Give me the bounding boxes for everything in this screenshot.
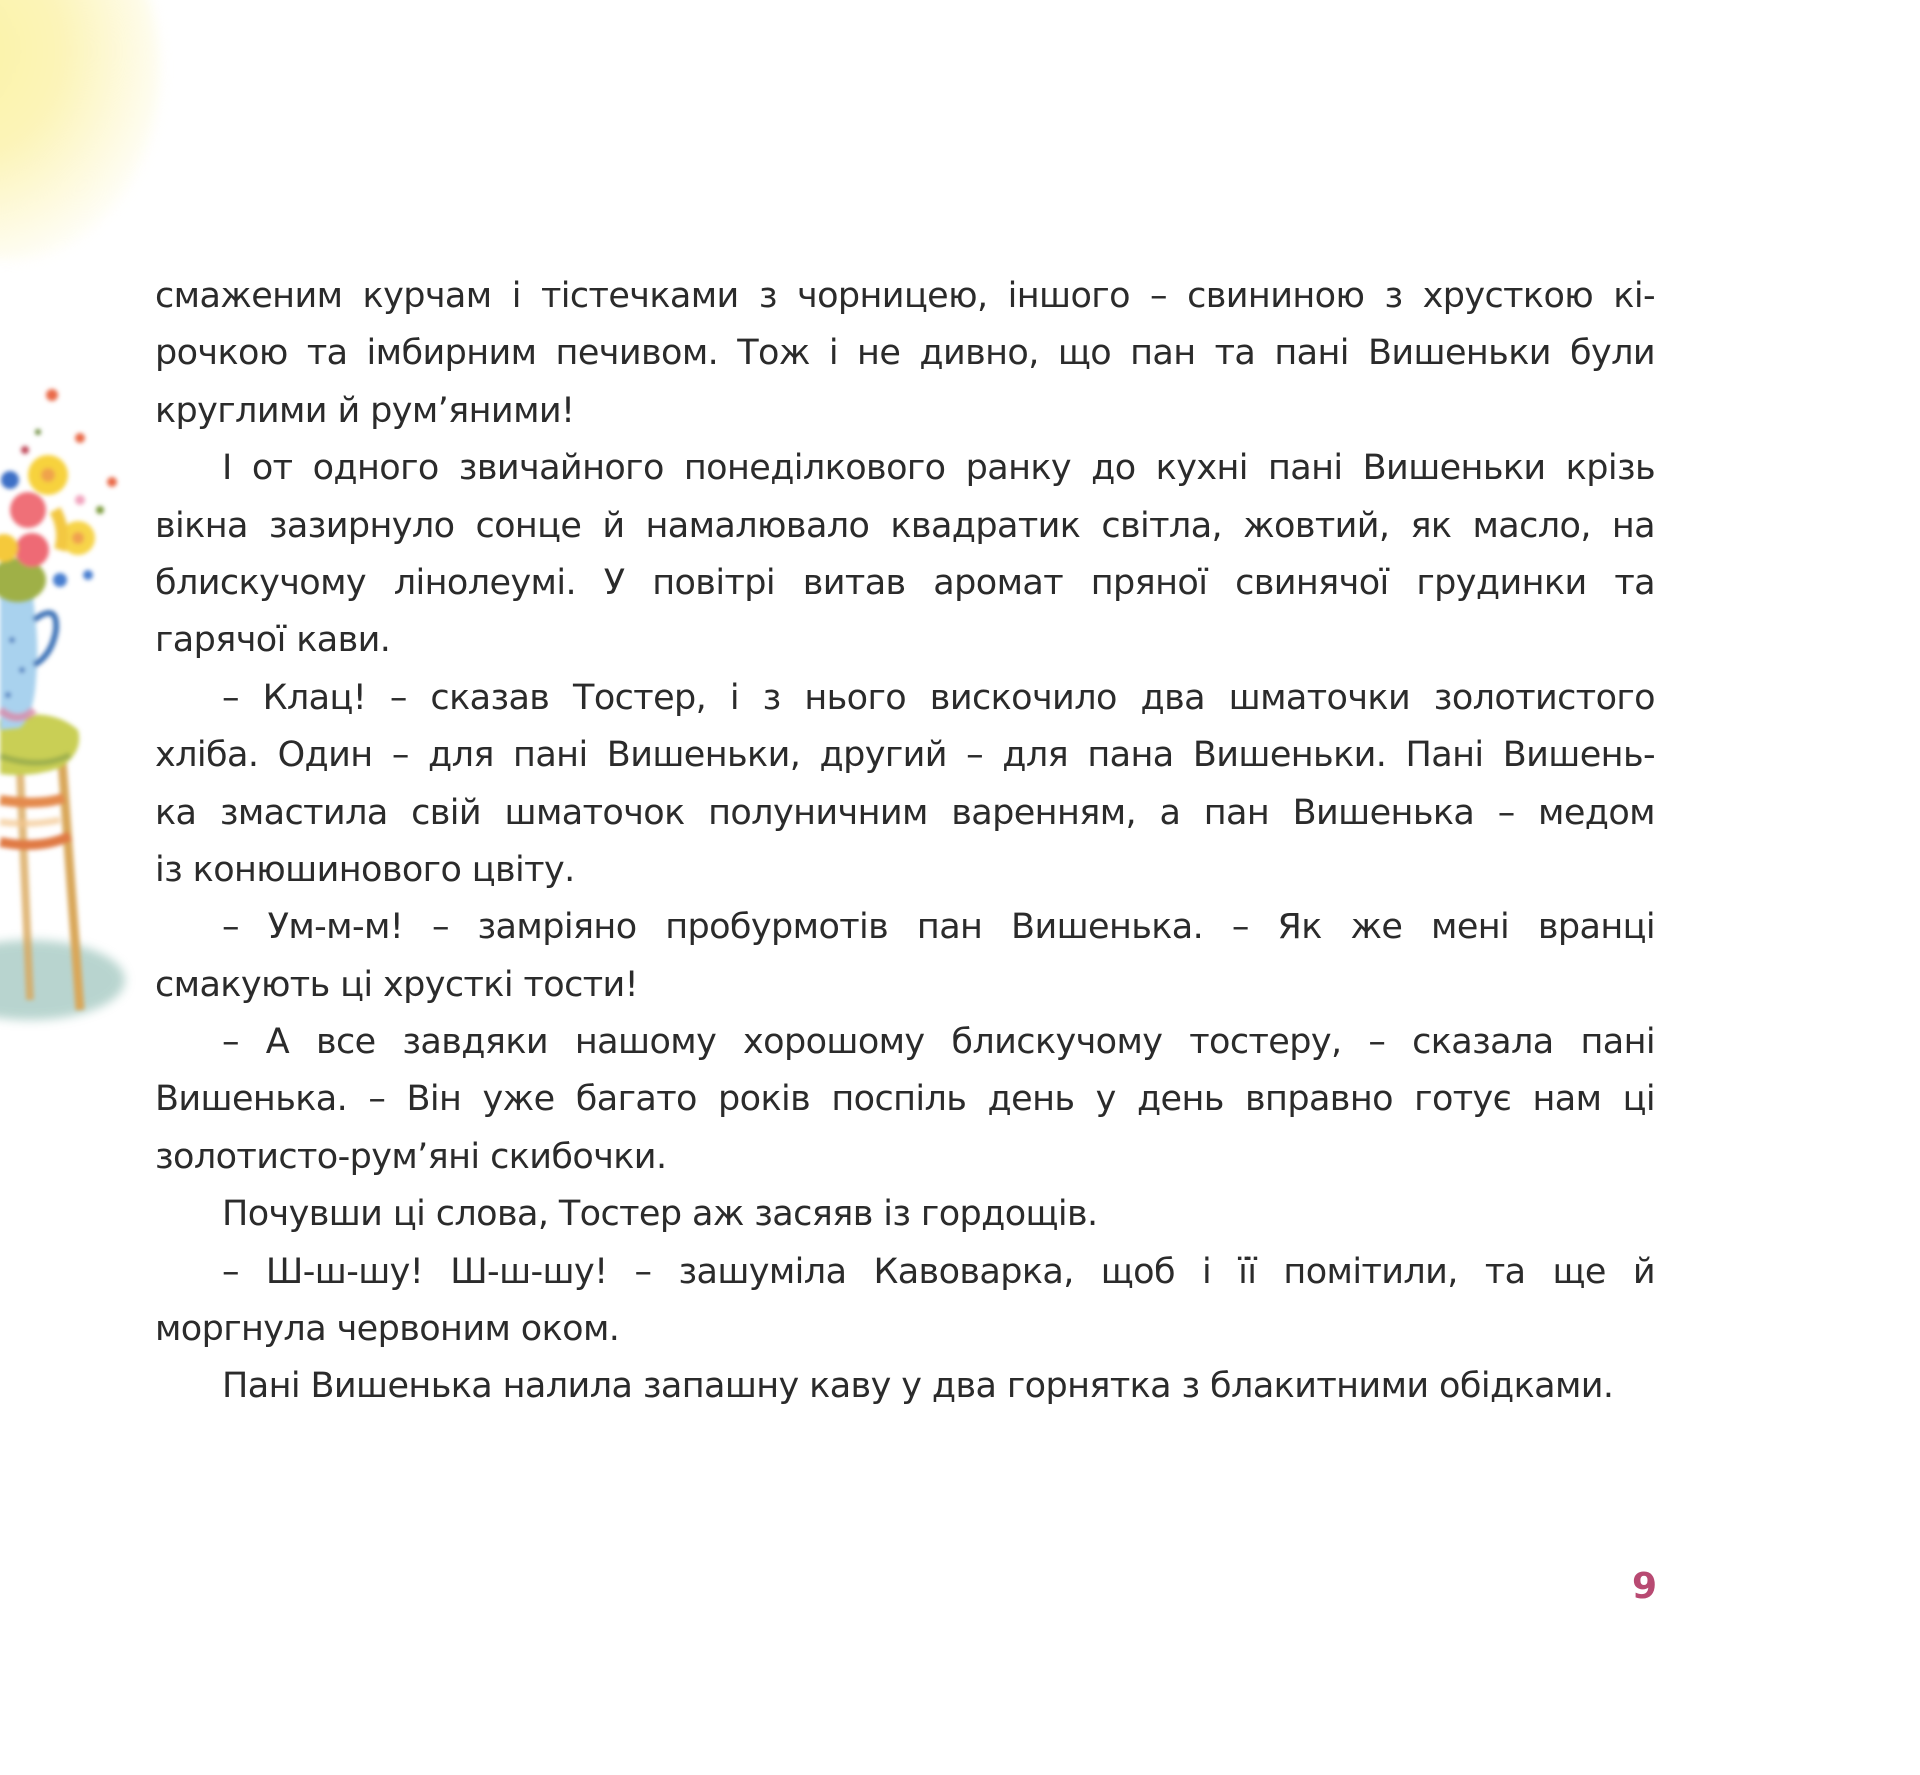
- text-line: золотисто-рум’яні скибочки.: [155, 1136, 667, 1177]
- story-text: [155, 268, 1655, 1416]
- text-line: – Клац! – сказав Тостер, і з нього вискочило два шматочки золотистого: [222, 677, 1655, 718]
- text-line: смаженим курчам і тістечками з чорницею, іншого – свининою з хрусткою кі-: [155, 276, 1655, 316]
- text-line: – Ум-м-м! – замріяно пробурмотів пан Вишенька. – Як же мені вранці: [222, 907, 1655, 948]
- text-line: вікна зазирнуло сонце й намалювало квадратик світла, жовтий, як масло, на: [155, 505, 1655, 546]
- text-line: ка змастила свій шматочок полуничним варенням, а пан Вишенька – медом: [155, 792, 1655, 833]
- text-line: моргнула червоним оком.: [155, 1309, 620, 1350]
- text-line: – А все завдяки нашому хорошому блискучому тостеру, – сказала пані: [222, 1022, 1655, 1063]
- text-line: смакують ці хрусткі тости!: [155, 964, 639, 1005]
- text-line: І от одного звичайного понеділкового ранку до кухні пані Вишеньки крізь: [222, 448, 1655, 489]
- flower-vase-illustration: [0, 380, 140, 1040]
- text-line: гарячої кави.: [155, 620, 391, 661]
- text-line: – Ш-ш-шу! Ш-ш-шу! – зашуміла Кавоварка, щоб і її помітили, та ще й: [222, 1251, 1655, 1292]
- text-line: хліба. Один – для пані Вишеньки, другий – для пана Вишеньки. Пані Вишень-: [155, 735, 1655, 776]
- text-line: круглими й рум’яними!: [155, 390, 575, 431]
- text-line: блискучому лінолеумі. У повітрі витав аромат пряної свинячої грудинки та: [155, 562, 1655, 603]
- text-line: Вишенька. – Він уже багато років поспіль день у день вправно готує нам ці: [155, 1079, 1655, 1120]
- text-line: рочкою та імбирним печивом. Тож і не дивно, що пан та пані Вишеньки були: [155, 333, 1655, 374]
- text-line: Почувши ці слова, Тостер аж засяяв із гордощів.: [222, 1194, 1098, 1235]
- page-number: 9: [1632, 1566, 1658, 1607]
- sun-glow-illustration: [0, 0, 160, 260]
- text-line: із конюшинового цвіту.: [155, 849, 575, 890]
- text-line: Пані Вишенька налила запашну каву у два горнятка з блакитними обідками.: [222, 1366, 1614, 1407]
